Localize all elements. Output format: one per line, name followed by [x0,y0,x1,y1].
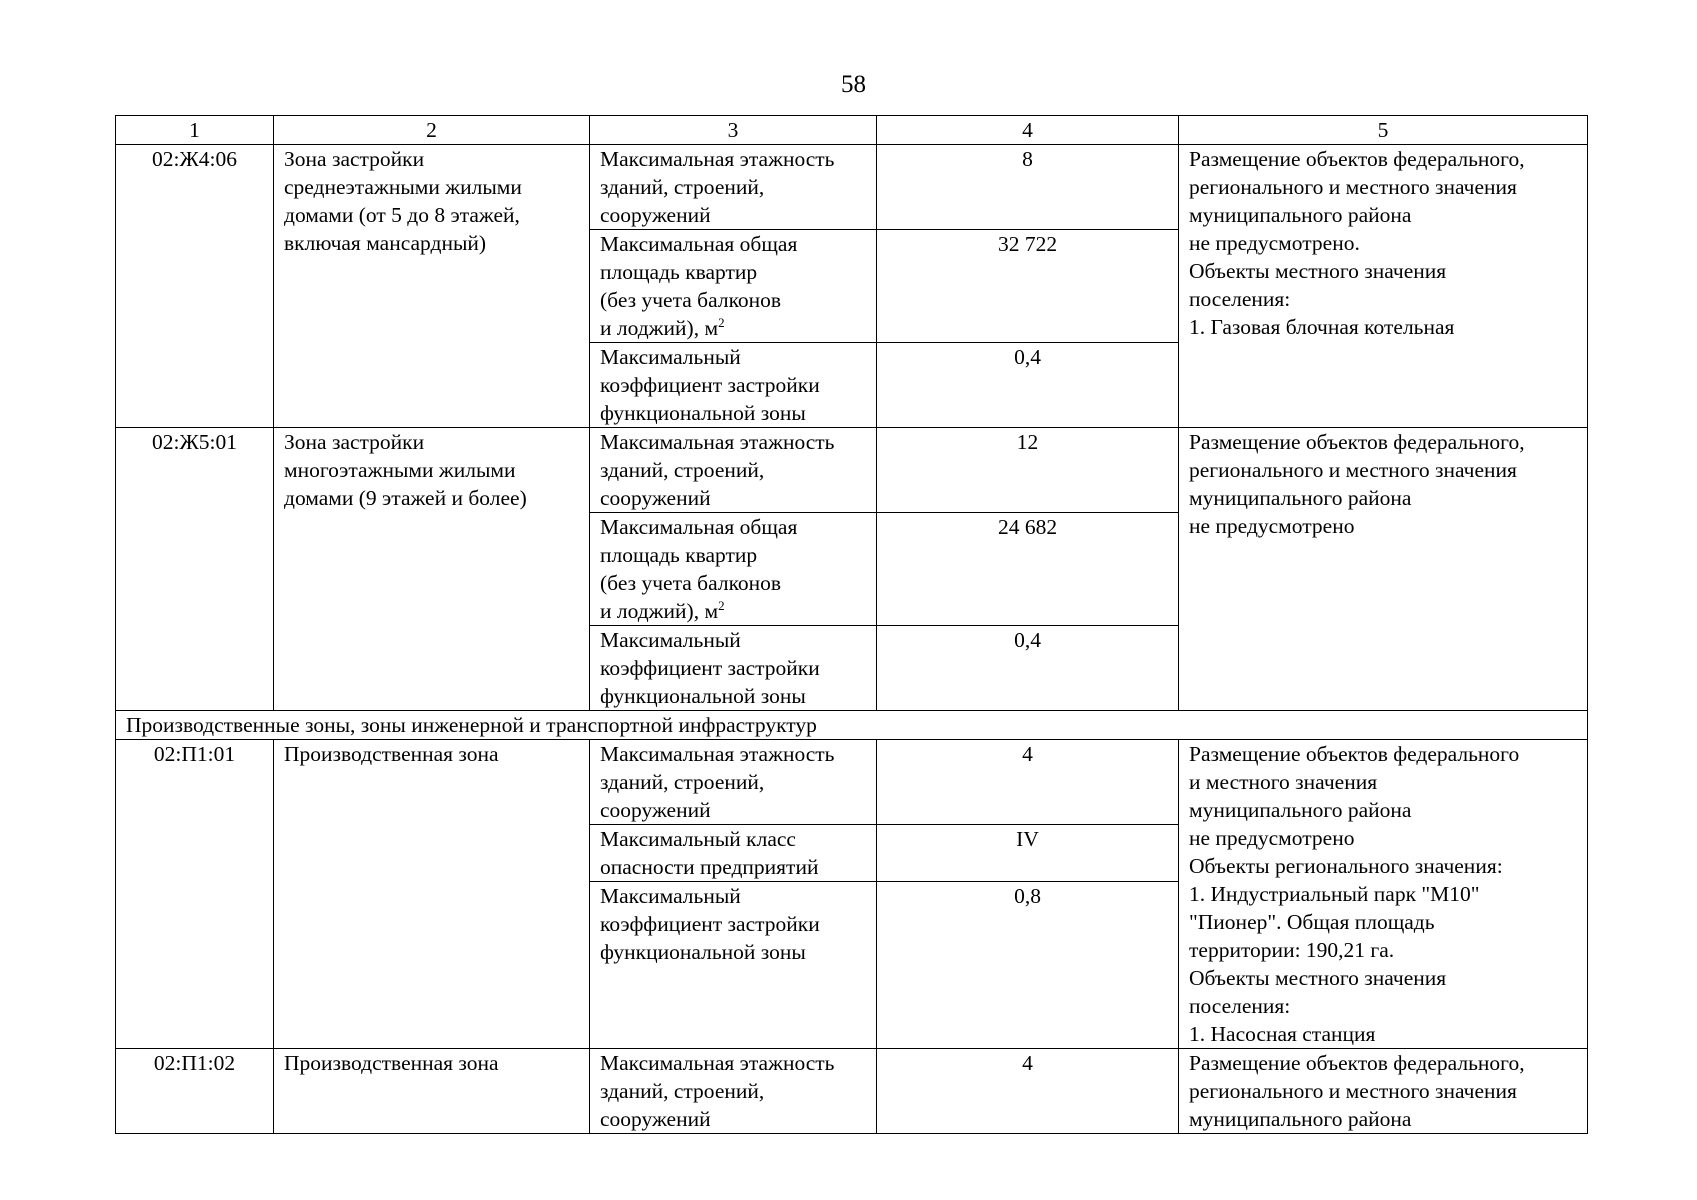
table-row [116,740,1588,825]
param-value: 0,8 [877,882,1179,1049]
superscript: 2 [718,315,725,330]
planned-objects: Размещение объектов федерального и местного значения муниципального района не предусмотрено Объекты регионального значения: 1. Индустриальный парк "М10" "Пионер". Общая площадь территории: 190,21 га. Объекты местного значения поселения: 1. Насосная станция [1179,740,1588,1049]
zones-table [115,115,1588,1134]
param-label: Максимальный класс опасности предприятий [590,825,877,882]
column-header: 2 [274,116,590,145]
column-header-row [116,116,1588,145]
param-value: 4 [877,1049,1179,1134]
zone-code: 02:Ж4:06 [116,145,274,428]
section-heading: Производственные зоны, зоны инженерной и транспортной инфраструктур [116,711,1588,740]
zone-name: Производственная зона [274,740,590,1049]
param-label: Максимальная этажность зданий, строений, сооружений [590,1049,877,1134]
param-label: Максимальная этажность зданий, строений, сооружений [590,428,877,513]
zone-code: 02:П1:02 [116,1049,274,1134]
zone-name: Зона застройки среднеэтажными жилыми домами (от 5 до 8 этажей, включая мансардный) [274,145,590,428]
param-value: 4 [877,740,1179,825]
param-label [590,513,877,626]
param-label: Максимальный коэффициент застройки функциональной зоны [590,882,877,1049]
param-value: 0,4 [877,343,1179,428]
zone-code: 02:П1:01 [116,740,274,1049]
param-value: 12 [877,428,1179,513]
param-label: Максимальный коэффициент застройки функциональной зоны [590,343,877,428]
zone-name: Зона застройки многоэтажными жилыми домами (9 этажей и более) [274,428,590,711]
column-header: 1 [116,116,274,145]
section-row [116,711,1588,740]
param-value: 24 682 [877,513,1179,626]
column-header: 5 [1179,116,1588,145]
param-value: IV [877,825,1179,882]
table-row [116,428,1588,513]
planned-objects: Размещение объектов федерального, регионального и местного значения муниципального района не предусмотрено. Объекты местного значения поселения: 1. Газовая блочная котельная [1179,145,1588,428]
table-row [116,145,1588,230]
param-value: 32 722 [877,230,1179,343]
planned-objects: Размещение объектов федерального, регионального и местного значения муниципального района не предусмотрено [1179,428,1588,711]
param-label-text: Максимальная общая площадь квартир (без учета балконов и лоджий), м [600,515,798,623]
param-label: Максимальная этажность зданий, строений, сооружений [590,740,877,825]
param-label-text: Максимальная общая площадь квартир (без учета балконов и лоджий), м [600,232,798,340]
table-row [116,1049,1588,1134]
page-number: 58 [841,71,866,98]
column-header: 3 [590,116,877,145]
param-value: 0,4 [877,626,1179,711]
planned-objects: Размещение объектов федерального, регионального и местного значения муниципального района [1179,1049,1588,1134]
param-label: Максимальная этажность зданий, строений, сооружений [590,145,877,230]
zone-code: 02:Ж5:01 [116,428,274,711]
param-value: 8 [877,145,1179,230]
param-label: Максимальный коэффициент застройки функциональной зоны [590,626,877,711]
zone-name: Производственная зона [274,1049,590,1134]
column-header: 4 [877,116,1179,145]
superscript: 2 [718,598,725,613]
param-label [590,230,877,343]
